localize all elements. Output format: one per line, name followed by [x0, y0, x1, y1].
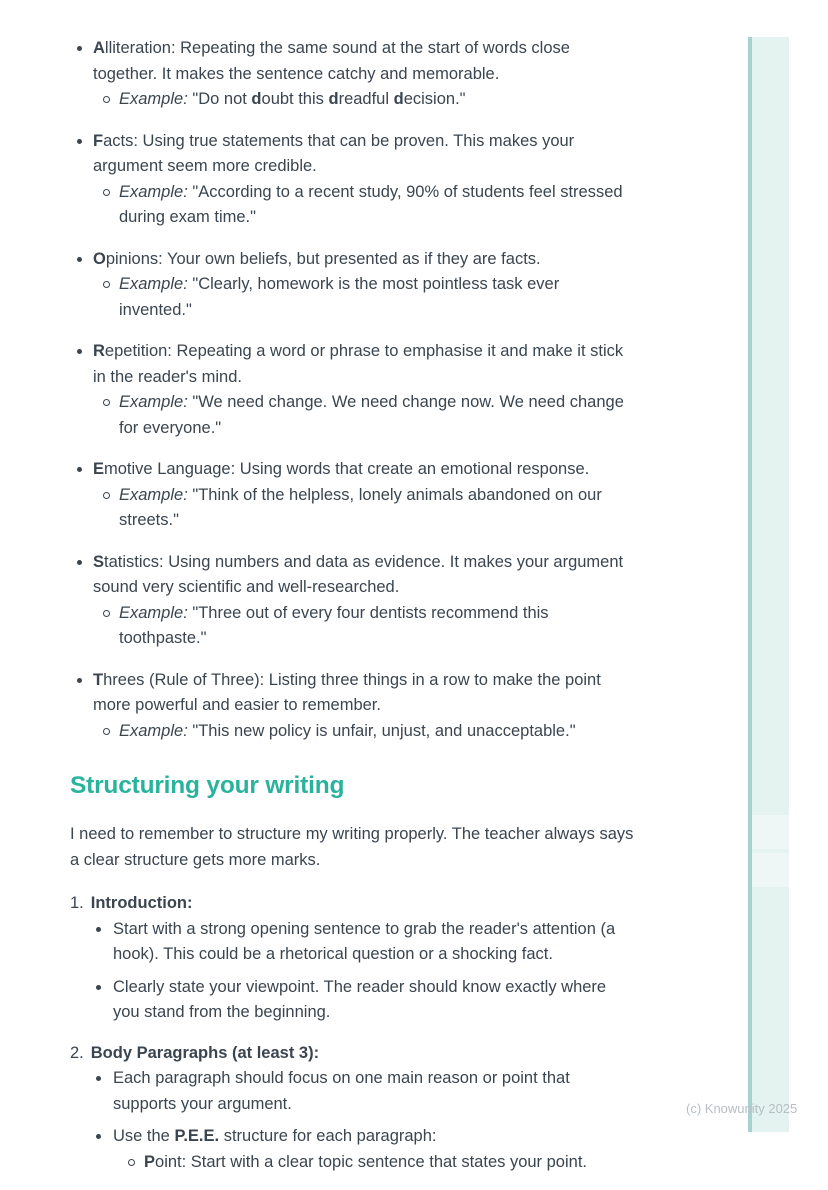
structure-item-number: 2. [70, 1043, 84, 1062]
structure-item [70, 1041, 636, 1176]
example-list [93, 601, 636, 652]
strip-highlight-block [752, 815, 789, 849]
bullet-dot-icon [95, 1124, 113, 1175]
bullet-dot-icon [70, 457, 93, 534]
bullet-circle-icon [93, 87, 119, 113]
example-text: Example: "Clearly, homework is the most pointless task ever invented." [119, 275, 560, 319]
structure-bullet-list [70, 1066, 636, 1175]
technique-text: Facts: Using true statements that can be proven. This makes your argument seem more credible. [93, 131, 575, 175]
structure-item [70, 891, 636, 1026]
bullet-dot-icon [95, 975, 113, 1026]
example-text: Example: "Do not doubt this dreadful decision." [119, 90, 466, 108]
bullet-dot-icon [95, 1066, 113, 1117]
pee-sub-bullet [113, 1150, 636, 1176]
aforest-item-body [93, 36, 636, 113]
aforest-item-body [93, 668, 636, 745]
technique-text: Emotive Language: Using words that create an emotional response. [93, 460, 590, 478]
structure-item-heading [70, 1041, 636, 1067]
bullet-circle-icon [113, 1150, 144, 1176]
structure-bullet-text: Use the P.E.E. structure for each paragraph: Point: Start with a clear topic sentence that states your point. [113, 1124, 636, 1175]
example-item [93, 719, 636, 745]
bullet-circle-icon [93, 601, 119, 652]
structure-item-heading [70, 891, 636, 917]
bullet-circle-icon [93, 483, 119, 534]
bullet-dot-icon [70, 36, 93, 113]
aforest-item-body [93, 457, 636, 534]
bullet-dot-icon [70, 129, 93, 231]
strip-highlight-block [752, 853, 789, 887]
structure-bullet [95, 1124, 636, 1175]
example-text: Example: "This new policy is unfair, unjust, and unacceptable." [119, 721, 576, 740]
aforest-item [70, 129, 636, 231]
example-item [93, 180, 636, 231]
aforest-item-body [93, 247, 636, 324]
aforest-list [70, 36, 636, 744]
example-item [93, 272, 636, 323]
aforest-item-body [93, 339, 636, 441]
aforest-item [70, 457, 636, 534]
example-item [93, 483, 636, 534]
structure-bullet-list [70, 917, 636, 1026]
structure-item-title: Introduction: [90, 894, 193, 912]
structure-list [70, 891, 636, 1175]
example-list [93, 180, 636, 231]
aforest-item [70, 668, 636, 745]
page-edge-strip [748, 37, 789, 1132]
structure-bullet-text: Start with a strong opening sentence to grab the reader's attention (a hook). This could be a rhetorical question or a shocking fact. [113, 919, 616, 963]
technique-text: Threes (Rule of Three): Listing three things in a row to make the point more powerful and easier to remember. [93, 670, 601, 714]
example-list [93, 483, 636, 534]
example-list [93, 390, 636, 441]
technique-text: Statistics: Using numbers and data as evidence. It makes your argument sound very scientific and well-researched. [93, 552, 624, 596]
bullet-dot-icon [95, 917, 113, 968]
bullet-circle-icon [93, 719, 119, 745]
structure-bullet-text: Clearly state your viewpoint. The reader should know exactly where you stand from the beginning. [113, 977, 607, 1021]
structure-item-title: Body Paragraphs (at least 3): [90, 1043, 320, 1062]
example-list [93, 719, 636, 745]
copyright-watermark: (c) Knowunity 2025 [686, 1101, 798, 1116]
document-content [70, 36, 636, 1190]
example-item [93, 601, 636, 652]
example-text: Example: "According to a recent study, 90% of students feel stressed during exam time." [119, 182, 623, 226]
structure-bullet [95, 1066, 636, 1117]
structure-bullet-text: Each paragraph should focus on one main reason or point that supports your argument. [113, 1069, 570, 1113]
example-text: Example: "Think of the helpless, lonely animals abandoned on our streets." [119, 485, 602, 529]
technique-text: Alliteration: Repeating the same sound at the start of words close together. It makes the sentence catchy and memorable. [93, 39, 570, 83]
aforest-item-body [93, 550, 636, 652]
bullet-dot-icon [70, 339, 93, 441]
section-intro: I need to remember to structure my writing properly. The teacher always says a clear structure gets more marks. [70, 825, 634, 869]
bullet-dot-icon [70, 550, 93, 652]
bullet-dot-icon [70, 247, 93, 324]
structure-item-number: 1. [70, 894, 84, 912]
structure-bullet [95, 975, 636, 1026]
bullet-circle-icon [93, 272, 119, 323]
technique-text: Repetition: Repeating a word or phrase to emphasise it and make it stick in the reader's mind. [93, 342, 624, 386]
bullet-dot-icon [70, 668, 93, 745]
example-item [93, 390, 636, 441]
example-list [93, 87, 636, 113]
pee-sub-bullet-text: Point: Start with a clear topic sentence that states your point. [144, 1152, 587, 1171]
aforest-item [70, 36, 636, 113]
example-text: Example: "We need change. We need change now. We need change for everyone." [119, 393, 624, 437]
aforest-item [70, 247, 636, 324]
section-heading: Structuring your writing [70, 772, 345, 799]
aforest-item [70, 339, 636, 441]
aforest-item-body [93, 129, 636, 231]
example-list [93, 272, 636, 323]
example-text: Example: "Three out of every four dentists recommend this toothpaste." [119, 603, 549, 647]
example-item [93, 87, 636, 113]
aforest-item [70, 550, 636, 652]
bullet-circle-icon [93, 390, 119, 441]
bullet-circle-icon [93, 180, 119, 231]
structure-bullet [95, 917, 636, 968]
technique-text: Opinions: Your own beliefs, but presented as if they are facts. [93, 249, 541, 268]
